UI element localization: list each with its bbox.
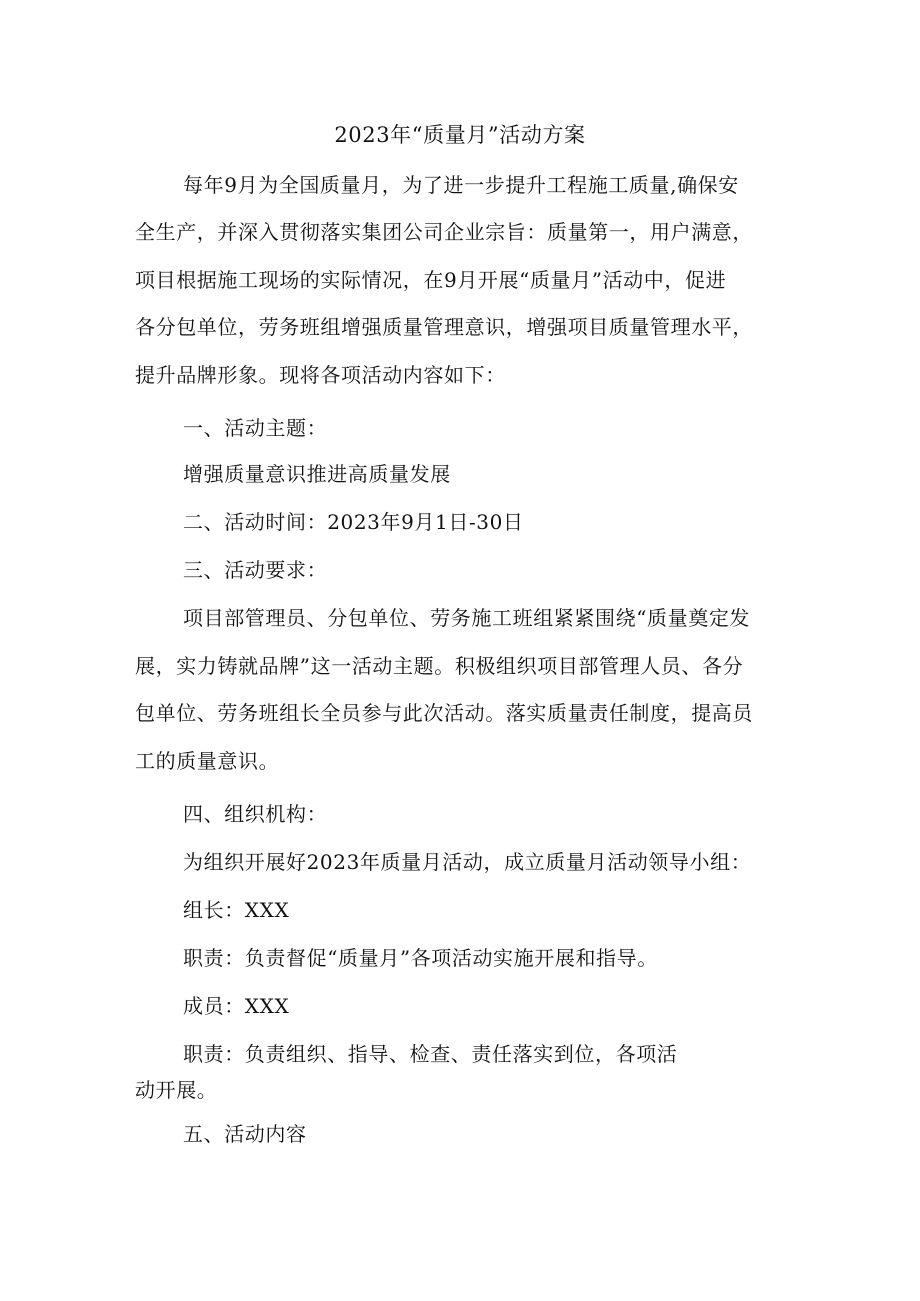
intro-line-2: 全生产，并深入贯彻落实集团公司企业宗旨：质量第一，用户满意， (135, 220, 753, 244)
section3-body-line-4: 工的质量意识。 (135, 749, 280, 773)
section4-heading: 四、组织机构： (183, 802, 328, 826)
members-duty-line-2: 动开展。 (135, 1078, 218, 1102)
intro-line-1: 每年9月为全国质量月，为了进一步提升工程施工质量,确保安 (183, 173, 739, 197)
intro-line-4: 各分包单位，劳务班组增强质量管理意识，增强项目质量管理水平， (135, 315, 753, 339)
intro-line-3: 项目根据施工现场的实际情况，在9月开展“质量月”活动中，促进 (135, 268, 727, 292)
leader-line: 组长：XXX (183, 898, 290, 922)
section1-heading: 一、活动主题： (183, 416, 328, 440)
section3-body-line-1: 项目部管理员、分包单位、劳务施工班组紧紧围绕“质量奠定发 (183, 606, 751, 630)
section3-body-line-3: 包单位、劳务班组长全员参与此次活动。落实质量责任制度，提高员 (135, 701, 753, 725)
document-title: 2023年“质量月”活动方案 (334, 123, 586, 147)
section3-heading: 三、活动要求： (183, 558, 328, 582)
section2-heading: 二、活动时间：2023年9月1日-30日 (183, 510, 524, 534)
section1-theme: 增强质量意识推进高质量发展 (183, 462, 451, 486)
section4-intro: 为组织开展好2023年质量月活动，成立质量月活动领导小组： (183, 850, 752, 874)
members-line: 成员：XXX (183, 994, 290, 1018)
leader-duty-line: 职责：负责督促“质量月”各项活动实施开展和指导。 (183, 946, 658, 970)
section3-body-line-2: 展，实力铸就品牌”这一活动主题。积极组织项目部管理人员、各分 (135, 654, 744, 678)
intro-line-5: 提升品牌形象。现将各项活动内容如下： (135, 363, 506, 387)
section5-heading: 五、活动内容 (183, 1122, 307, 1146)
members-duty-line-1: 职责：负责组织、指导、检查、责任落实到位，各项活 (183, 1042, 678, 1066)
